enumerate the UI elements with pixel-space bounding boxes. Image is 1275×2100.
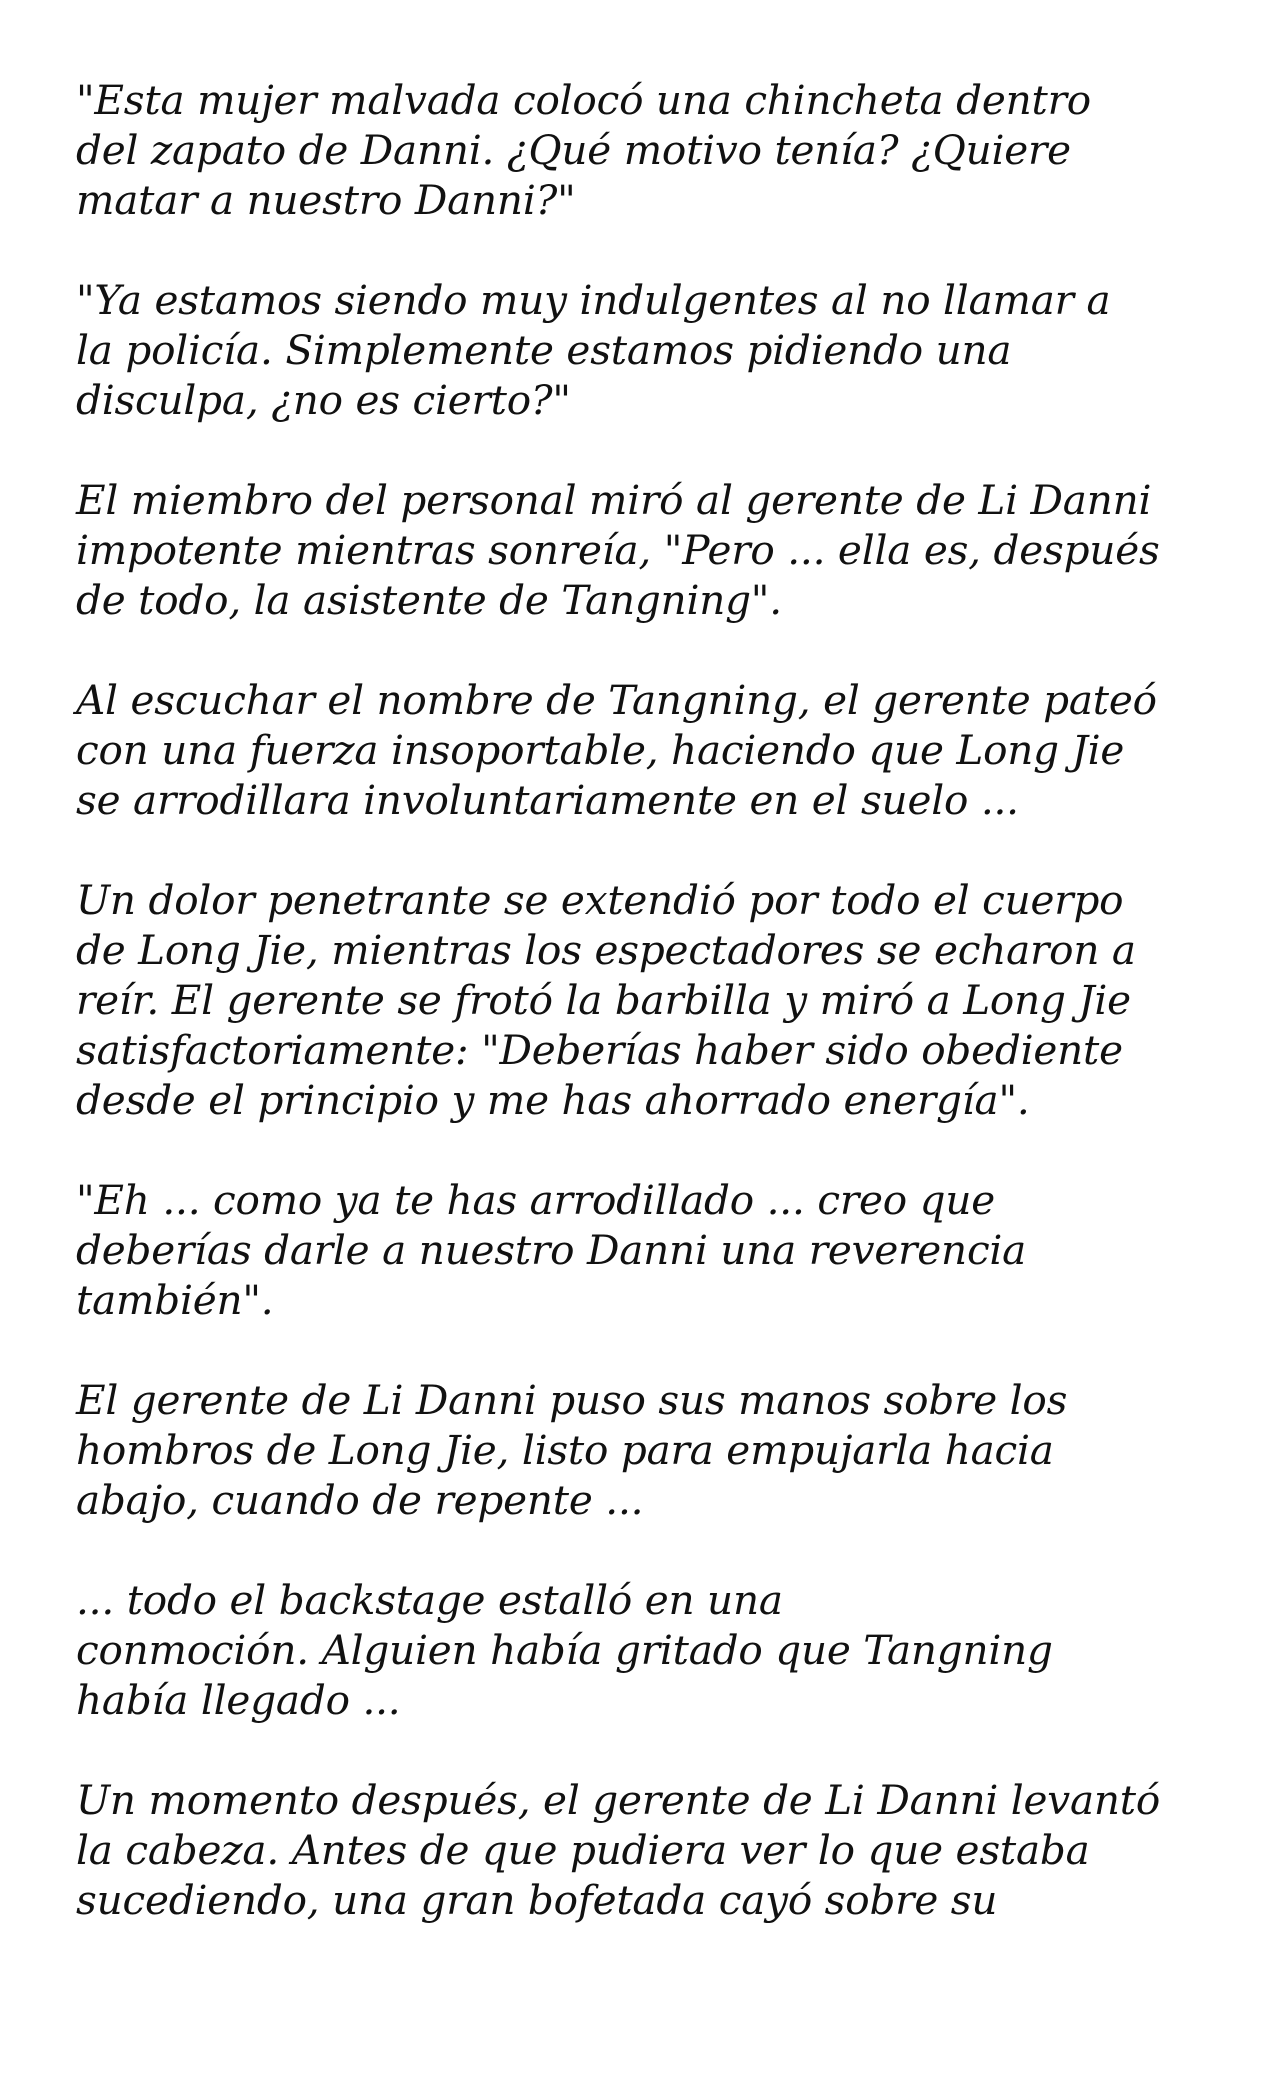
text-line: abajo, cuando de repente ... [76,1476,644,1524]
text-line: Un dolor penetrante se extendió por todo el cuerpo [76,876,1124,924]
text-line: ... todo el backstage estalló en una [76,1576,783,1624]
text-line: hombros de Long Jie, listo para empujarla hacia [76,1426,1054,1474]
text-line: la policía. Simplemente estamos pidiendo una [76,326,1012,374]
text-line: conmoción. Alguien había gritado que Tangning [76,1626,1053,1674]
text-line: del zapato de Danni. ¿Qué motivo tenía? ¿Quiere [76,126,1071,174]
text-line: de Long Jie, mientras los espectadores se echaron a [76,926,1136,974]
text-line: también". [76,1276,274,1324]
text-line: había llegado ... [76,1676,401,1724]
paragraph-2 [76,275,1216,425]
text-line: de todo, la asistente de Tangning". [76,576,782,624]
paragraph-8 [76,1575,1216,1725]
text-line: con una fuerza insoportable, haciendo que Long Jie [76,726,1125,774]
text-line: la cabeza. Antes de que pudiera ver lo que estaba [76,1826,1090,1874]
text-line: disculpa, ¿no es cierto?" [76,376,571,424]
text-line: Un momento después, el gerente de Li Danni levantó [76,1776,1161,1824]
text-line: "Ya estamos siendo muy indulgentes al no llamar a [76,276,1111,324]
text-column [76,75,1216,1975]
paragraph-9 [76,1775,1216,1925]
text-line: deberías darle a nuestro Danni una reverencia [76,1226,1027,1274]
text-line: desde el principio y me has ahorrado energía". [76,1076,1030,1124]
text-line: Al escuchar el nombre de Tangning, el gerente pateó [76,676,1157,724]
text-line: se arrodillara involuntariamente en el suelo ... [76,776,1019,824]
text-line: satisfactoriamente: "Deberías haber sido obediente [76,1026,1123,1074]
text-line: reír. El gerente se frotó la barbilla y miró a Long Jie [76,976,1131,1024]
text-line: "Esta mujer malvada colocó una chincheta dentro [76,76,1091,124]
text-line: El gerente de Li Danni puso sus manos sobre los [76,1376,1068,1424]
text-line: "Eh ... como ya te has arrodillado ... creo que [76,1176,995,1224]
paragraph-4 [76,675,1216,825]
paragraph-3 [76,475,1216,625]
text-line: impotente mientras sonreía, "Pero ... ella es, después [76,526,1160,574]
paragraph-5 [76,875,1216,1125]
text-line: El miembro del personal miró al gerente de Li Danni [76,476,1152,524]
paragraph-7 [76,1375,1216,1525]
paragraph-6 [76,1175,1216,1325]
text-line: sucediendo, una gran bofetada cayó sobre su [76,1876,998,1924]
text-line: matar a nuestro Danni?" [76,176,576,224]
paragraph-1 [76,75,1216,225]
